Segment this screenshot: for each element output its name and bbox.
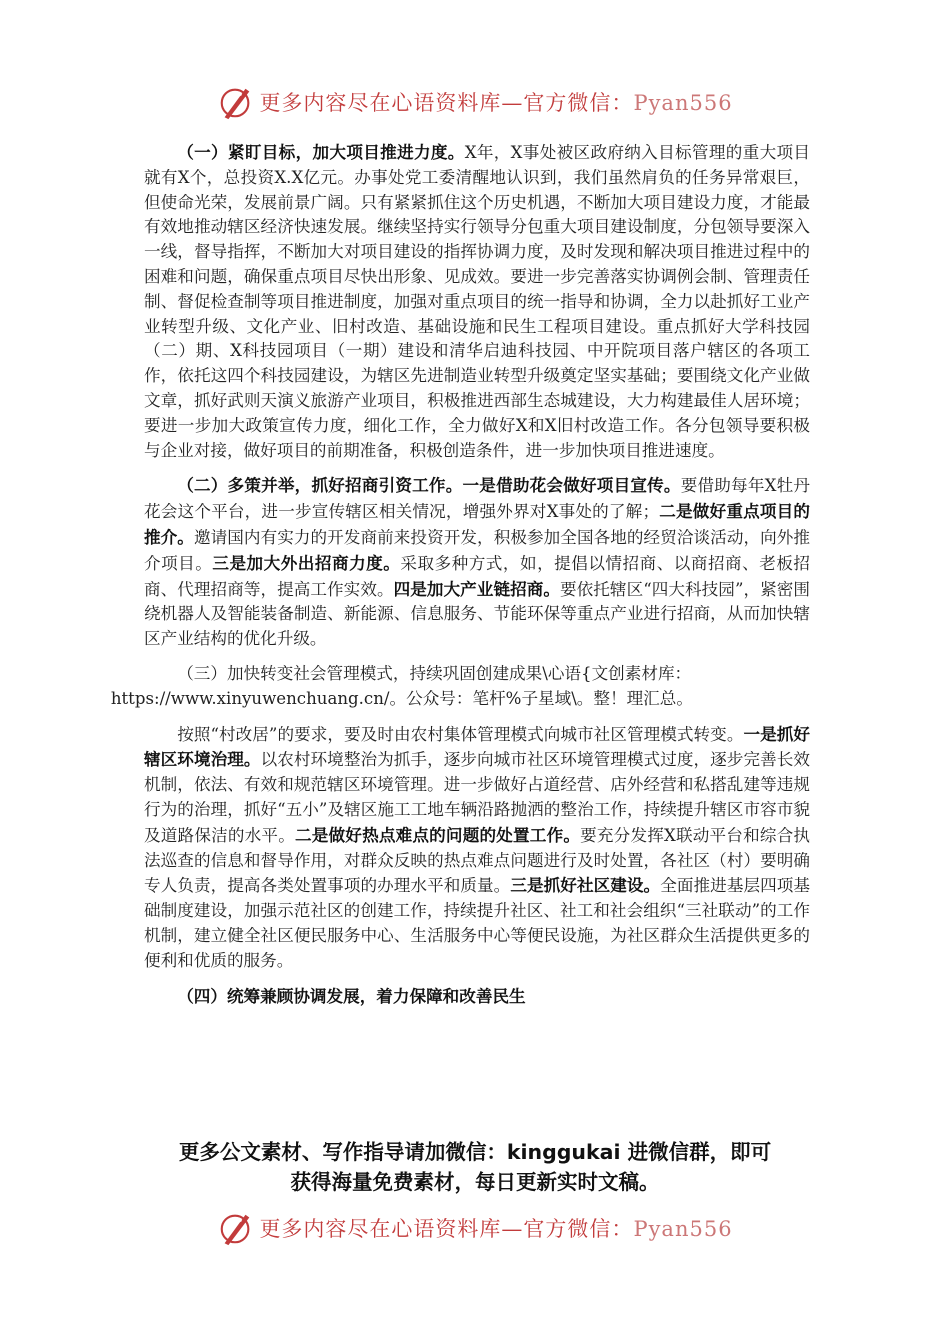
- section-3-point-1-heading: 一是抓好辖区环境治理。: [144, 723, 811, 770]
- banner-text: 更多内容尽在心语资料库—官方微信：Pyan556: [259, 91, 733, 115]
- section-2-point-4-heading: 四是加大产业链招商。: [393, 578, 561, 599]
- section-3-heading-line: [110, 662, 810, 712]
- promo-notice: [0, 1137, 950, 1197]
- section-2-point-3-heading: 三是加大外出招商力度。: [212, 552, 401, 573]
- section-3-body: [144, 722, 810, 974]
- banner-wechat-id: Pyan556: [633, 1217, 733, 1241]
- footer-banner: [0, 1204, 950, 1252]
- quill-pen-logo-icon: [217, 1209, 255, 1247]
- section-2-point-2-text: 邀请国内有实力的开发商前来投资开发，积极参加全国各地的经贸洽谈活动，向外推介项目。: [144, 527, 811, 573]
- quill-pen-logo-icon: [217, 83, 255, 121]
- section-3-heading: （三）加快转变社会管理模式，持续巩固创建成果\心语{文创素材库：: [177, 663, 692, 683]
- section-1: [144, 140, 810, 463]
- section-3-tail: 。公众号：笔杆%子星域\。整！理汇总。: [389, 688, 693, 708]
- section-2: [144, 473, 810, 652]
- section-3-point-3-text: 全面推进基层四项基础制度建设，加强示范社区的创建工作，持续提升社区、社工和社会组织“三社联动”的工作机制，建立健全社区便民服务中心、生活服务中心等便民设施，为社区群众生活提供更多的便利和优质的服务。: [144, 876, 811, 970]
- section-3-point-3-heading: 三是抓好社区建设。: [510, 875, 661, 896]
- section-4: [144, 984, 810, 1010]
- section-2-point-3-text: 采取多种方式，如，提倡以情招商、以商招商、老板招商、代理招商等，提高工作实效。: [144, 553, 811, 599]
- section-2-point-1-heading: 一是借助花会做好项目宣传。: [462, 475, 681, 496]
- section-2-point-2-heading: 二是做好重点项目的推介。: [144, 501, 811, 547]
- document-body: [110, 140, 811, 1019]
- section-3-point-2-text: 要充分发挥X联动平台和综合执法巡查的信息和督导作用，对群众反映的热点难点问题进行及时处置，各社区（村）要明确专人负责，提高各类处置事项的办理水平和质量。: [144, 825, 810, 896]
- section-4-heading: （四）统筹兼顾协调发展，着力保障和改善民生: [177, 985, 526, 1006]
- promo-line-2: 获得海量免费素材，每日更新实时文稿。: [290, 1170, 660, 1194]
- section-2-point-1-text: 要借助每年X牡丹花会这个平台，进一步宣传辖区相关情况，增强外界对X事处的了解；: [144, 476, 810, 522]
- section-1-heading: （一）紧盯目标，加大项目推进力度。: [177, 142, 465, 162]
- source-url-link[interactable]: https://www.xinyuwenchuang.cn/: [110, 688, 390, 708]
- banner-text: 更多内容尽在心语资料库—官方微信：Pyan556: [259, 1217, 733, 1241]
- header-banner: [0, 78, 950, 126]
- section-3-point-1-text: 以农村环境整治为抓手，逐步向城市社区环境管理模式过度，逐步完善长效机制，依法、有效和规范辖区环境管理。进一步做好占道经营、店外经营和私搭乱建等违规行为的治理，抓好“五小”及辖区施工工地车辆沿路抛洒的整治工作，持续提升辖区市容市貌及道路保洁的水平。: [144, 750, 811, 845]
- section-3-intro: 按照“村改居”的要求，要及时由农村集体管理模式向城市社区管理模式转变。: [177, 724, 744, 744]
- promo-line-1: 更多公文素材、写作指导请加微信：kinggukai 进微信群，即可: [178, 1140, 772, 1164]
- section-2-point-4-text: 要依托辖区“四大科技园”，紧密围绕机器人及智能装备制造、新能源、信息服务、节能环保等重点产业进行招商，从而加快辖区产业结构的优化升级。: [144, 579, 810, 649]
- section-3-point-2-heading: 二是做好热点难点的问题的处置工作。: [294, 824, 581, 845]
- section-1-body: X年，X事处被区政府纳入目标管理的重大项目就有X个，总投资X.X亿元。办事处党工委清醒地认识到，我们虽然肩负的任务异常艰巨，但使命光荣，发展前景广阔。只有紧紧抓住这个历史机遇，不断加大项目建设力度，才能最有效地推动辖区经济快速发展。继续坚持实行领导分包重大项目建设制度，分包领导要深入一线，督导指挥，不断加大对项目建设的指挥协调力度，及时发现和解决项目推进过程中的困难和问题，确保重点项目尽快出形象、见成效。要进一步完善落实协调例会制、管理责任制、督促检查制等项目推进制度，加强对重点项目的统一指导和协调，全力以赴抓好工业产业转型升级、文化产业、旧村改造、基础设施和民生工程项目建设。重点抓好大学科技园（二）期、X科技园项目（一期）建设和清华启迪科技园、中开院项目落户辖区的各项工作，依托这四个科技园建设，为辖区先进制造业转型升级奠定坚实基础；要围绕文化产业做文章，抓好武则天演义旅游产业项目，积极推进西部生态城建设，大力构建最佳人居环境；要进一步加大政策宣传力度，细化工作，全力做好X和X旧村改造工作。各分包领导要积极与企业对接，做好项目的前期准备，积极创造条件，进一步加快项目推进速度。: [144, 143, 810, 460]
- section-2-heading: （二）多策并举，抓好招商引资工作。: [177, 475, 463, 496]
- banner-wechat-id: Pyan556: [633, 91, 733, 115]
